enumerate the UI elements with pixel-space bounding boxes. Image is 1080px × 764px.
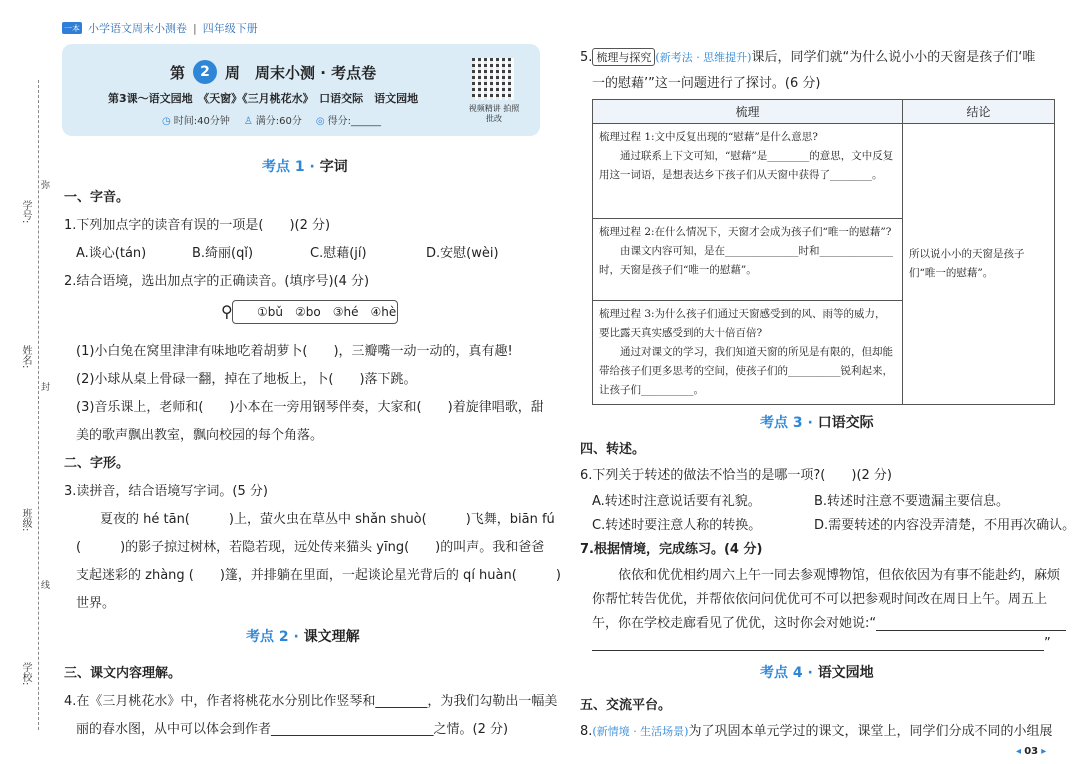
clock-icon: ◷ [162, 116, 171, 127]
seal-char: 线 [39, 580, 49, 589]
qr-code-icon[interactable] [472, 58, 514, 100]
answer-blank[interactable] [876, 630, 1066, 631]
q8-text: 8.(新情境 · 生活场景)为了巩固本单元学过的课文，课堂上，同学们分成不同的小组展 [580, 724, 1053, 739]
q5-line1: 5. 梳理与探究 (新考法 · 思维提升)课后，同学们就“为什么说小小的天窗是孩子们‘唯 [580, 50, 1036, 65]
section-kp2: 考点 2 · 课文理解 [246, 629, 360, 645]
table-cell[interactable]: 梳理过程 3:为什么孩子们通过天窗感受到的风、雨等的威力，要比露天真实感受到的大十倍百倍? 通过对课文的学习，我们知道天窗的所见是有限的，但却能带给孩子们更多思考的空间，使孩子们的__________锐利起来，让孩子们__________。 [593, 301, 903, 405]
table-cell[interactable]: 梳理过程 2:在什么情况下，天窗才会成为孩子们“唯一的慰藉”? 由课文内容可知，是在______________时和______________时，天窗是孩子们“唯一的慰藉”。 [593, 219, 903, 301]
option-b[interactable]: B.绮丽(qǐ) [192, 246, 254, 261]
option-d[interactable]: D.安慰(wèi) [426, 246, 499, 261]
qr-caption: 视频精讲 拍照批改 [468, 104, 520, 123]
page-number: ◂ 03 ▸ [1016, 746, 1047, 757]
label-school: 学校: [20, 662, 31, 686]
q4-line2: 丽的春水图，从中可以体会到作者_________________________之情。(2 分) [76, 722, 509, 737]
q3-text: 3.读拼音，结合语境写字词。(5 分) [64, 484, 268, 499]
score-icon: ◎ [315, 116, 325, 127]
brand-logo-icon: 一本 [64, 23, 80, 33]
q7-text: 7.根据情境，完成练习。(4 分) [580, 542, 763, 557]
q2-sub3: (3)音乐课上，老师和( )小本在一旁用钢琴伴奏，大家和( )着旋律唱歌，甜 [76, 400, 544, 415]
option-a[interactable]: A.谈心(tán) [76, 246, 147, 261]
option-a[interactable]: A.转述时注意说话要有礼貌。 [592, 494, 761, 509]
seal-char: 弥 [39, 180, 49, 189]
q2-sub1: (1)小白兔在窝里津津有味地吃着胡萝卜( )，三瓣嘴一动一动的，真有趣! [76, 344, 513, 359]
answer-blank[interactable] [592, 650, 1044, 651]
quiz-header [62, 44, 540, 136]
person-icon: ♙ [243, 116, 253, 127]
q3-line3: 支起迷彩的 zhàng ( )篷，并排躺在里面，一起谈论星光背后的 qí huàn( ) [76, 568, 561, 583]
quiz-scope: 第3课～语文园地 《天窗》《三月桃花水》 口语交际 语文园地 [108, 92, 419, 105]
q6-text: 6.下列关于转述的做法不恰当的是哪一项?( )(2 分) [580, 468, 892, 483]
q2-sub3-cont: 美的歌声飘出教室，飘向校园的每个角落。 [76, 428, 324, 443]
conclusion-cell: 所以说小小的天窗是孩子们“唯一的慰藉”。 [903, 124, 1055, 405]
q3-line2: ( )的影子掠过树林，若隐若现，远处传来猫头 yīng( )的叫声。我和爸爸 [76, 540, 545, 555]
seal-char: 封 [39, 382, 49, 391]
s2-heading: 二、字形。 [64, 456, 130, 471]
cut-line [38, 80, 39, 730]
q1-options [76, 242, 526, 261]
table-cell[interactable]: 梳理过程 1:文中反复出现的“慰藉”是什么意思? 通过联系上下文可知，“慰藉”是________的意思，文中反复用这一词语，是想表达乡下孩子们从天窗中获得了________。 [593, 124, 903, 219]
q7-line1: 依依和优优相约周六上午一同去参观博物馆，但依依因为有事不能赴约，麻烦 [618, 568, 1061, 583]
q7-line4: ” [592, 636, 1051, 651]
q6-options [592, 514, 1075, 533]
option-c[interactable]: C.慰藉(jí) [310, 246, 367, 261]
q4-line1: 4.在《三月桃花水》中，作者将桃花水分别比作竖琴和________，为我们勾勒出一幅美 [64, 694, 558, 709]
q5-tag: 梳理与探究 [592, 48, 655, 66]
q3-line4: 世界。 [76, 596, 116, 611]
q7-line2: 你帮忙转告优优，并帮依依问问优优可不可以把参观时间改在周日上午。周五上 [592, 592, 1048, 607]
s4-heading: 四、转述。 [580, 442, 646, 457]
q2-text: 2.结合语境，选出加点字的正确读音。(填序号)(4 分) [64, 274, 370, 289]
series-tag: 一本 小学语文周末小测卷 | 四年级下册 [64, 21, 258, 35]
table-header: 结论 [903, 100, 1055, 124]
quiz-title: 第 2 周 周末小测 · 考点卷 [170, 60, 376, 84]
section-kp4: 考点 4 · 语文园地 [760, 665, 874, 681]
quiz-meta: ◷ 时间:40分钟 ♙ 满分:60分 ◎ 得分:______ [162, 116, 381, 127]
option-b[interactable]: B.转述时注意不要遗漏主要信息。 [814, 494, 1010, 509]
section-kp3: 考点 3 · 口语交际 [760, 415, 874, 431]
binding-margin [0, 40, 50, 760]
magnifier-icon: ⚲ [221, 302, 233, 321]
pinyin-choice-box: ⚲ ①bǔ ②bo ③hé ④hè [232, 300, 398, 324]
section-kp1: 考点 1 · 字词 [262, 159, 348, 175]
option-d[interactable]: D.需要转述的内容没弄清楚，不用再次确认。 [814, 518, 1076, 533]
analysis-table [592, 99, 1055, 405]
label-student-id: 学号: [20, 200, 31, 224]
label-name: 姓名: [20, 345, 31, 369]
s1-heading: 一、字音。 [64, 190, 130, 205]
q2-sub2: (2)小球从桌上骨碌一翻，掉在了地板上，卜( )落下跳。 [76, 372, 417, 387]
grade-name: 四年级下册 [202, 22, 258, 35]
series-name: 小学语文周末小测卷 [88, 22, 187, 35]
q5-line2: 一的慰藉’”这一问题进行了探讨。(6 分) [592, 76, 821, 91]
q1-text: 1.下列加点字的读音有误的一项是( )(2 分) [64, 218, 331, 233]
q6-options [592, 490, 1009, 509]
table-header: 梳理 [593, 100, 903, 124]
q7-line3: 午，你在学校走廊看见了优优，这时你会对她说:“ [592, 612, 1066, 631]
s3-heading: 三、课文内容理解。 [64, 666, 182, 681]
s5-heading: 五、交流平台。 [580, 698, 672, 713]
q3-line1: 夏夜的 hé tān( )上，萤火虫在草丛中 shǎn shuò( )飞舞，biān fú [100, 512, 555, 527]
week-badge: 2 [193, 60, 217, 84]
option-c[interactable]: C.转述时要注意人称的转换。 [592, 518, 762, 533]
label-class: 班级: [20, 508, 31, 532]
